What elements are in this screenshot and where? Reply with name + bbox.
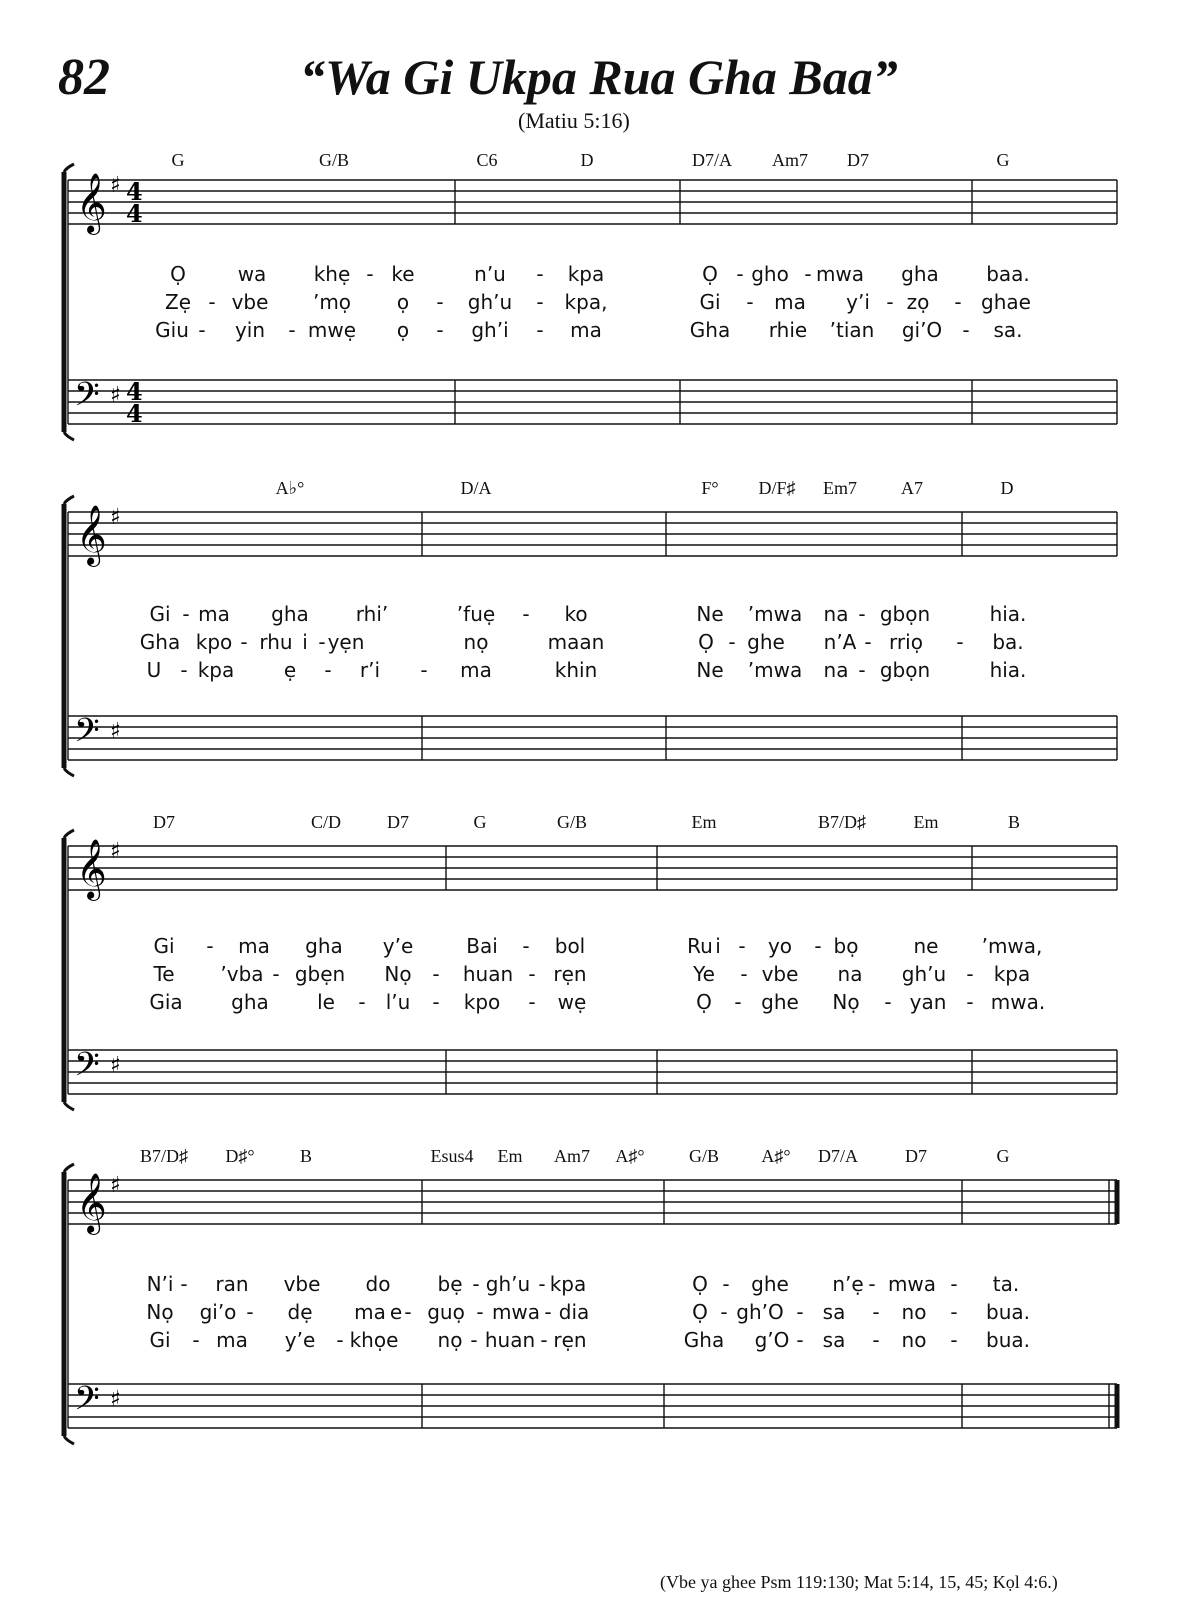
lyric-syllable: gha bbox=[271, 602, 309, 626]
lyric-syllable: - bbox=[864, 630, 872, 654]
chord-symbol: Esus4 bbox=[430, 1146, 474, 1166]
chord-symbol: D bbox=[580, 150, 594, 170]
chord-symbol: B7/D♯ bbox=[817, 812, 867, 832]
lyric-syllable: - bbox=[246, 1300, 254, 1324]
lyric-line-verse-1 bbox=[0, 1272, 1200, 1300]
lyric-syllable: ma bbox=[354, 1300, 386, 1324]
chord-symbol: Em bbox=[497, 1146, 523, 1166]
lyric-syllable: i bbox=[302, 630, 308, 654]
lyric-syllable: rẹn bbox=[553, 962, 587, 986]
lyric-syllable: huan bbox=[484, 1328, 536, 1352]
lyric-line-verse-3 bbox=[0, 1328, 1200, 1356]
lyric-syllable: gh’u bbox=[485, 1272, 531, 1296]
lyric-line-verse-3 bbox=[0, 318, 1200, 346]
svg-text:𝄢: 𝄢 bbox=[74, 712, 100, 758]
lyric-line-verse-3 bbox=[0, 990, 1200, 1018]
lyric-syllable: - bbox=[272, 962, 280, 986]
lyric-syllable: ta. bbox=[992, 1272, 1020, 1296]
lyric-syllable: rhie bbox=[768, 318, 808, 342]
lyric-syllable: - bbox=[858, 602, 866, 626]
svg-text:4: 4 bbox=[126, 177, 143, 206]
lyric-syllable: do bbox=[365, 1272, 391, 1296]
lyric-syllable: gh’u bbox=[467, 290, 513, 314]
lyric-syllable: ma bbox=[216, 1328, 248, 1352]
lyric-syllable: n’ẹ bbox=[832, 1272, 864, 1296]
lyric-syllable: - bbox=[956, 630, 964, 654]
lyric-line-verse-1 bbox=[0, 262, 1200, 290]
lyric-syllable: yo bbox=[767, 934, 793, 958]
hymn-title: “Wa Gi Ukpa Rua Gha Baa” bbox=[300, 49, 898, 105]
lyric-syllable: gi’O bbox=[901, 318, 943, 342]
chord-symbol: A♭° bbox=[275, 478, 305, 498]
lyric-syllable: sa bbox=[822, 1328, 846, 1352]
lyric-syllable: - bbox=[872, 1328, 880, 1352]
chord-symbol: G/B bbox=[688, 1146, 720, 1166]
lyric-syllable: rhu bbox=[259, 630, 293, 654]
lyric-syllable: yẹn bbox=[327, 630, 365, 654]
lyric-line-verse-3 bbox=[0, 658, 1200, 686]
lyric-syllable: hia. bbox=[989, 658, 1027, 682]
lyric-line-verse-2 bbox=[0, 290, 1200, 318]
music-system-4 bbox=[0, 1146, 1200, 1476]
svg-text:𝄞: 𝄞 bbox=[76, 173, 107, 233]
lyric-syllable: wẹ bbox=[557, 990, 587, 1014]
lyric-syllable: - bbox=[954, 290, 962, 314]
lyric-syllable: mwẹ bbox=[307, 318, 357, 342]
chord-symbol: D7 bbox=[847, 150, 869, 170]
lyric-syllable: Gha bbox=[139, 630, 181, 654]
svg-text:𝄢: 𝄢 bbox=[74, 1380, 100, 1426]
lyric-syllable: Te bbox=[153, 962, 175, 986]
lyric-syllable: ma bbox=[238, 934, 270, 958]
lyric-syllable: Nọ bbox=[146, 1300, 174, 1324]
chord-symbol: D7/A bbox=[818, 1146, 858, 1166]
lyric-syllable: - bbox=[288, 318, 296, 342]
lyric-syllable: maan bbox=[547, 630, 605, 654]
lyric-syllable: - bbox=[738, 934, 746, 958]
music-system-2 bbox=[0, 478, 1200, 808]
lyric-syllable: gbọn bbox=[879, 602, 931, 626]
chord-symbol: G bbox=[996, 1146, 1010, 1166]
lyric-line-verse-1 bbox=[0, 934, 1200, 962]
lyric-syllable: ’vba bbox=[220, 962, 264, 986]
lyric-syllable: y’e bbox=[382, 934, 414, 958]
lyric-syllable: vbe bbox=[761, 962, 799, 986]
chord-symbol: Em7 bbox=[823, 478, 857, 498]
lyric-syllable: - bbox=[962, 318, 970, 342]
chord-symbol: G bbox=[171, 150, 185, 170]
lyric-syllable: y’e bbox=[284, 1328, 316, 1352]
chord-symbol: C/D bbox=[310, 812, 342, 832]
lyric-syllable: - bbox=[966, 962, 974, 986]
lyric-syllable: gha bbox=[305, 934, 343, 958]
lyric-syllable: - bbox=[432, 962, 440, 986]
lyric-syllable: Ru bbox=[687, 934, 713, 958]
lyric-syllable: Zẹ bbox=[164, 290, 192, 314]
lyric-syllable: - bbox=[198, 318, 206, 342]
lyric-syllable: yan bbox=[909, 990, 947, 1014]
lyric-syllable: kpa bbox=[993, 962, 1031, 986]
music-system-1 bbox=[0, 150, 1200, 480]
lyric-line-verse-2 bbox=[0, 1300, 1200, 1328]
lyric-syllable: mwa bbox=[815, 262, 865, 286]
lyric-syllable: n’A bbox=[823, 630, 857, 654]
lyric-syllable: gh’O bbox=[736, 1300, 784, 1324]
lyric-syllable: - bbox=[336, 1328, 344, 1352]
chord-symbol: Am7 bbox=[772, 150, 808, 170]
lyric-syllable: - bbox=[796, 1328, 804, 1352]
scripture-reference: (Matiu 5:16) bbox=[518, 108, 630, 133]
lyric-syllable: baa. bbox=[986, 262, 1030, 286]
svg-text:4: 4 bbox=[126, 377, 143, 406]
chord-symbol: G/B bbox=[318, 150, 350, 170]
lyric-syllable: ’mwa, bbox=[981, 934, 1043, 958]
lyric-syllable: Gi bbox=[149, 602, 171, 626]
lyric-syllable: ’mwa bbox=[747, 602, 803, 626]
lyric-syllable: ran bbox=[215, 1272, 249, 1296]
lyric-syllable: - bbox=[180, 1272, 188, 1296]
lyric-syllable: - bbox=[432, 990, 440, 1014]
lyric-syllable: e bbox=[389, 1300, 403, 1324]
lyric-syllable: rẹn bbox=[553, 1328, 587, 1352]
svg-text:4: 4 bbox=[126, 199, 143, 228]
chord-symbol: G bbox=[996, 150, 1010, 170]
lyric-syllable: ọ bbox=[396, 290, 410, 314]
lyric-syllable: - bbox=[436, 318, 444, 342]
svg-text:♯: ♯ bbox=[110, 172, 121, 198]
lyric-syllable: nọ bbox=[463, 630, 489, 654]
lyric-syllable: ’mwa bbox=[747, 658, 803, 682]
chord-symbol: B bbox=[1007, 812, 1021, 832]
lyric-syllable: - bbox=[884, 990, 892, 1014]
chord-symbol: C6 bbox=[476, 150, 498, 170]
lyric-syllable: na bbox=[823, 658, 849, 682]
hymn-number: 82 bbox=[58, 49, 110, 106]
chord-symbol: D bbox=[1000, 478, 1014, 498]
lyric-syllable: vbe bbox=[231, 290, 269, 314]
lyric-syllable: i bbox=[715, 934, 721, 958]
lyric-syllable: ghe bbox=[747, 630, 785, 654]
lyric-syllable: - bbox=[528, 990, 536, 1014]
lyric-syllable: khọe bbox=[349, 1328, 399, 1352]
lyric-syllable: - bbox=[476, 1300, 484, 1324]
lyric-syllable: Gi bbox=[149, 1328, 171, 1352]
lyric-syllable: - bbox=[208, 290, 216, 314]
lyric-syllable: kpa bbox=[567, 262, 605, 286]
lyric-syllable: - bbox=[886, 290, 894, 314]
lyric-syllable: - bbox=[472, 1272, 480, 1296]
lyric-syllable: N’i bbox=[146, 1272, 174, 1296]
lyric-syllable: no bbox=[901, 1328, 927, 1352]
lyric-syllable: ke bbox=[391, 262, 415, 286]
chord-symbol: D7 bbox=[905, 1146, 927, 1166]
lyric-syllable: y’i bbox=[846, 290, 870, 314]
lyric-syllable: l’u bbox=[385, 990, 411, 1014]
lyric-syllable: bol bbox=[554, 934, 586, 958]
lyric-syllable: - bbox=[522, 602, 530, 626]
lyric-syllable: khin bbox=[554, 658, 598, 682]
lyric-syllable: - bbox=[736, 262, 744, 286]
lyric-syllable: ’mọ bbox=[312, 290, 352, 314]
lyric-syllable: - bbox=[868, 1272, 876, 1296]
lyric-syllable: Nọ bbox=[832, 990, 860, 1014]
chord-symbol: A♯° bbox=[761, 1146, 791, 1166]
chord-symbol: D/A bbox=[460, 478, 492, 498]
svg-text:4: 4 bbox=[126, 399, 143, 428]
svg-text:♯: ♯ bbox=[110, 838, 121, 864]
lyric-syllable: ba. bbox=[992, 630, 1024, 654]
lyric-syllable: ’tian bbox=[829, 318, 875, 342]
svg-text:𝄞: 𝄞 bbox=[76, 1173, 107, 1233]
lyric-syllable: wa bbox=[237, 262, 267, 286]
lyric-syllable: - bbox=[324, 658, 332, 682]
svg-text:♯: ♯ bbox=[110, 1172, 121, 1198]
chord-symbol: A♯° bbox=[615, 1146, 645, 1166]
lyric-syllable: ma bbox=[774, 290, 806, 314]
lyric-syllable: bua. bbox=[986, 1328, 1030, 1352]
lyric-syllable: Nọ bbox=[384, 962, 412, 986]
lyric-syllable: yin bbox=[234, 318, 266, 342]
lyric-syllable: kpo bbox=[195, 630, 233, 654]
lyric-syllable: Ọ bbox=[692, 1300, 708, 1324]
lyric-syllable: - bbox=[734, 990, 742, 1014]
svg-text:♯: ♯ bbox=[110, 1386, 121, 1412]
lyric-syllable: - bbox=[728, 630, 736, 654]
lyric-syllable: U bbox=[146, 658, 162, 682]
music-system-3 bbox=[0, 812, 1200, 1142]
lyric-syllable: ko bbox=[564, 602, 588, 626]
lyric-syllable: - bbox=[528, 962, 536, 986]
lyric-syllable: Ọ bbox=[692, 1272, 708, 1296]
lyric-syllable: - bbox=[722, 1272, 730, 1296]
lyric-line-verse-1 bbox=[0, 602, 1200, 630]
svg-text:♯: ♯ bbox=[110, 504, 121, 530]
chord-symbol: D7/A bbox=[692, 150, 732, 170]
chord-symbol: Em bbox=[913, 812, 939, 832]
lyric-syllable: huan bbox=[462, 962, 514, 986]
lyric-syllable: ghae bbox=[981, 290, 1031, 314]
lyric-syllable: bẹ bbox=[437, 1272, 463, 1296]
chord-symbol: B bbox=[299, 1146, 313, 1166]
lyric-syllable: - bbox=[538, 1272, 546, 1296]
lyric-syllable: - bbox=[192, 1328, 200, 1352]
lyric-syllable: gbọn bbox=[879, 658, 931, 682]
lyric-syllable: - bbox=[814, 934, 822, 958]
lyric-syllable: - bbox=[470, 1328, 478, 1352]
lyric-syllable: gbẹn bbox=[294, 962, 346, 986]
lyric-syllable: - bbox=[206, 934, 214, 958]
lyric-syllable: zọ bbox=[906, 290, 930, 314]
lyric-syllable: ’fuẹ bbox=[456, 602, 496, 626]
lyric-syllable: Ye bbox=[693, 962, 715, 986]
lyric-syllable: mwa. bbox=[990, 990, 1046, 1014]
lyric-syllable: - bbox=[420, 658, 428, 682]
lyric-syllable: dia bbox=[558, 1300, 590, 1324]
svg-text:𝄢: 𝄢 bbox=[74, 376, 100, 422]
footnote: (Vbe ya ghee Psm 119:130; Mat 5:14, 15, 45; Kọl 4:6.) bbox=[660, 1572, 1058, 1592]
lyric-syllable: mwa bbox=[491, 1300, 541, 1324]
chord-symbol: D♯° bbox=[225, 1146, 255, 1166]
lyric-syllable: Giu bbox=[155, 318, 189, 342]
svg-text:𝄢: 𝄢 bbox=[74, 1046, 100, 1092]
lyric-syllable: le bbox=[317, 990, 335, 1014]
svg-text:𝄞: 𝄞 bbox=[76, 839, 107, 899]
lyric-syllable: - bbox=[540, 1328, 548, 1352]
chord-symbol: D7 bbox=[387, 812, 409, 832]
lyric-syllable: sa bbox=[822, 1300, 846, 1324]
lyric-syllable: bua. bbox=[986, 1300, 1030, 1324]
lyric-syllable: - bbox=[740, 962, 748, 986]
chord-symbol: Em bbox=[691, 812, 717, 832]
lyric-syllable: Ọ bbox=[696, 990, 712, 1014]
lyric-syllable: Gha bbox=[683, 1328, 725, 1352]
lyric-syllable: n’u bbox=[474, 262, 506, 286]
lyric-syllable: g’O bbox=[754, 1328, 790, 1352]
lyric-syllable: - bbox=[536, 262, 544, 286]
lyric-syllable: na bbox=[823, 602, 849, 626]
lyric-syllable: kpo bbox=[463, 990, 501, 1014]
lyric-syllable: mwa bbox=[887, 1272, 937, 1296]
lyric-syllable: Gha bbox=[689, 318, 731, 342]
lyric-syllable: - bbox=[858, 658, 866, 682]
lyric-syllable: no bbox=[901, 1300, 927, 1324]
lyric-line-verse-2 bbox=[0, 630, 1200, 658]
lyric-syllable: gha bbox=[231, 990, 269, 1014]
lyric-syllable: kpa bbox=[197, 658, 235, 682]
lyric-syllable: Gi bbox=[699, 290, 721, 314]
lyric-syllable: hia. bbox=[989, 602, 1027, 626]
lyric-line-verse-2 bbox=[0, 962, 1200, 990]
lyric-syllable: - bbox=[872, 1300, 880, 1324]
lyric-syllable: Ọ bbox=[702, 262, 718, 286]
lyric-syllable: khẹ bbox=[313, 262, 351, 286]
lyric-syllable: - bbox=[366, 262, 374, 286]
lyric-syllable: - bbox=[522, 934, 530, 958]
lyric-syllable: - bbox=[536, 318, 544, 342]
lyric-syllable: - bbox=[796, 1300, 804, 1324]
lyric-syllable: sa. bbox=[993, 318, 1023, 342]
lyric-syllable: vbe bbox=[283, 1272, 321, 1296]
lyric-syllable: Gi bbox=[153, 934, 175, 958]
chord-symbol: D/F♯ bbox=[758, 478, 796, 498]
lyric-syllable: - bbox=[950, 1272, 958, 1296]
lyric-syllable: ma bbox=[198, 602, 230, 626]
lyric-syllable: Gia bbox=[149, 990, 183, 1014]
chord-symbol: G/B bbox=[556, 812, 588, 832]
lyric-syllable: guọ bbox=[427, 1300, 465, 1324]
lyric-syllable: Ne bbox=[696, 658, 724, 682]
lyric-syllable: - bbox=[804, 262, 812, 286]
lyric-syllable: - bbox=[180, 658, 188, 682]
lyric-syllable: - bbox=[950, 1300, 958, 1324]
lyric-syllable: gi’o bbox=[199, 1300, 237, 1324]
lyric-syllable: Bai bbox=[466, 934, 498, 958]
chord-symbol: G bbox=[473, 812, 487, 832]
lyric-syllable: - bbox=[318, 630, 326, 654]
svg-text:𝄞: 𝄞 bbox=[76, 505, 107, 565]
svg-text:♯: ♯ bbox=[110, 382, 121, 408]
lyric-syllable: nọ bbox=[437, 1328, 463, 1352]
lyric-syllable: ghe bbox=[761, 990, 799, 1014]
lyric-syllable: - bbox=[966, 990, 974, 1014]
lyric-syllable: kpa, bbox=[564, 290, 608, 314]
lyric-syllable: ma bbox=[460, 658, 492, 682]
lyric-syllable: ghe bbox=[751, 1272, 789, 1296]
lyric-syllable: - bbox=[404, 1300, 412, 1324]
lyric-syllable: gha bbox=[901, 262, 939, 286]
lyric-syllable: gh’u bbox=[901, 962, 947, 986]
lyric-syllable: - bbox=[240, 630, 248, 654]
svg-text:♯: ♯ bbox=[110, 718, 121, 744]
lyric-syllable: dẹ bbox=[287, 1300, 313, 1324]
lyric-syllable: rhi’ bbox=[355, 602, 389, 626]
lyric-syllable: ma bbox=[570, 318, 602, 342]
lyric-syllable: - bbox=[182, 602, 190, 626]
lyric-syllable: - bbox=[950, 1328, 958, 1352]
lyric-syllable: Ọ bbox=[698, 630, 714, 654]
chord-symbol: B7/D♯ bbox=[139, 1146, 189, 1166]
lyric-syllable: rriọ bbox=[889, 630, 923, 654]
lyric-syllable: ẹ bbox=[283, 658, 297, 682]
lyric-syllable: - bbox=[536, 290, 544, 314]
lyric-syllable: - bbox=[720, 1300, 728, 1324]
lyric-syllable: - bbox=[746, 290, 754, 314]
chord-symbol: A7 bbox=[901, 478, 923, 498]
lyric-syllable: bọ bbox=[833, 934, 859, 958]
lyric-syllable: gho bbox=[751, 262, 789, 286]
svg-text:♯: ♯ bbox=[110, 1052, 121, 1078]
lyric-syllable: gh’i bbox=[471, 318, 509, 342]
lyric-syllable: kpa bbox=[549, 1272, 587, 1296]
lyric-syllable: ọ bbox=[396, 318, 410, 342]
lyric-syllable: Ọ bbox=[170, 262, 186, 286]
lyric-syllable: r’i bbox=[359, 658, 381, 682]
chord-symbol: Am7 bbox=[554, 1146, 590, 1166]
lyric-syllable: - bbox=[544, 1300, 552, 1324]
chord-symbol: F° bbox=[701, 478, 719, 498]
lyric-syllable: - bbox=[436, 290, 444, 314]
lyric-syllable: na bbox=[837, 962, 863, 986]
chord-symbol: D7 bbox=[153, 812, 175, 832]
lyric-syllable: Ne bbox=[696, 602, 724, 626]
lyric-syllable: ne bbox=[913, 934, 939, 958]
lyric-syllable: - bbox=[358, 990, 366, 1014]
